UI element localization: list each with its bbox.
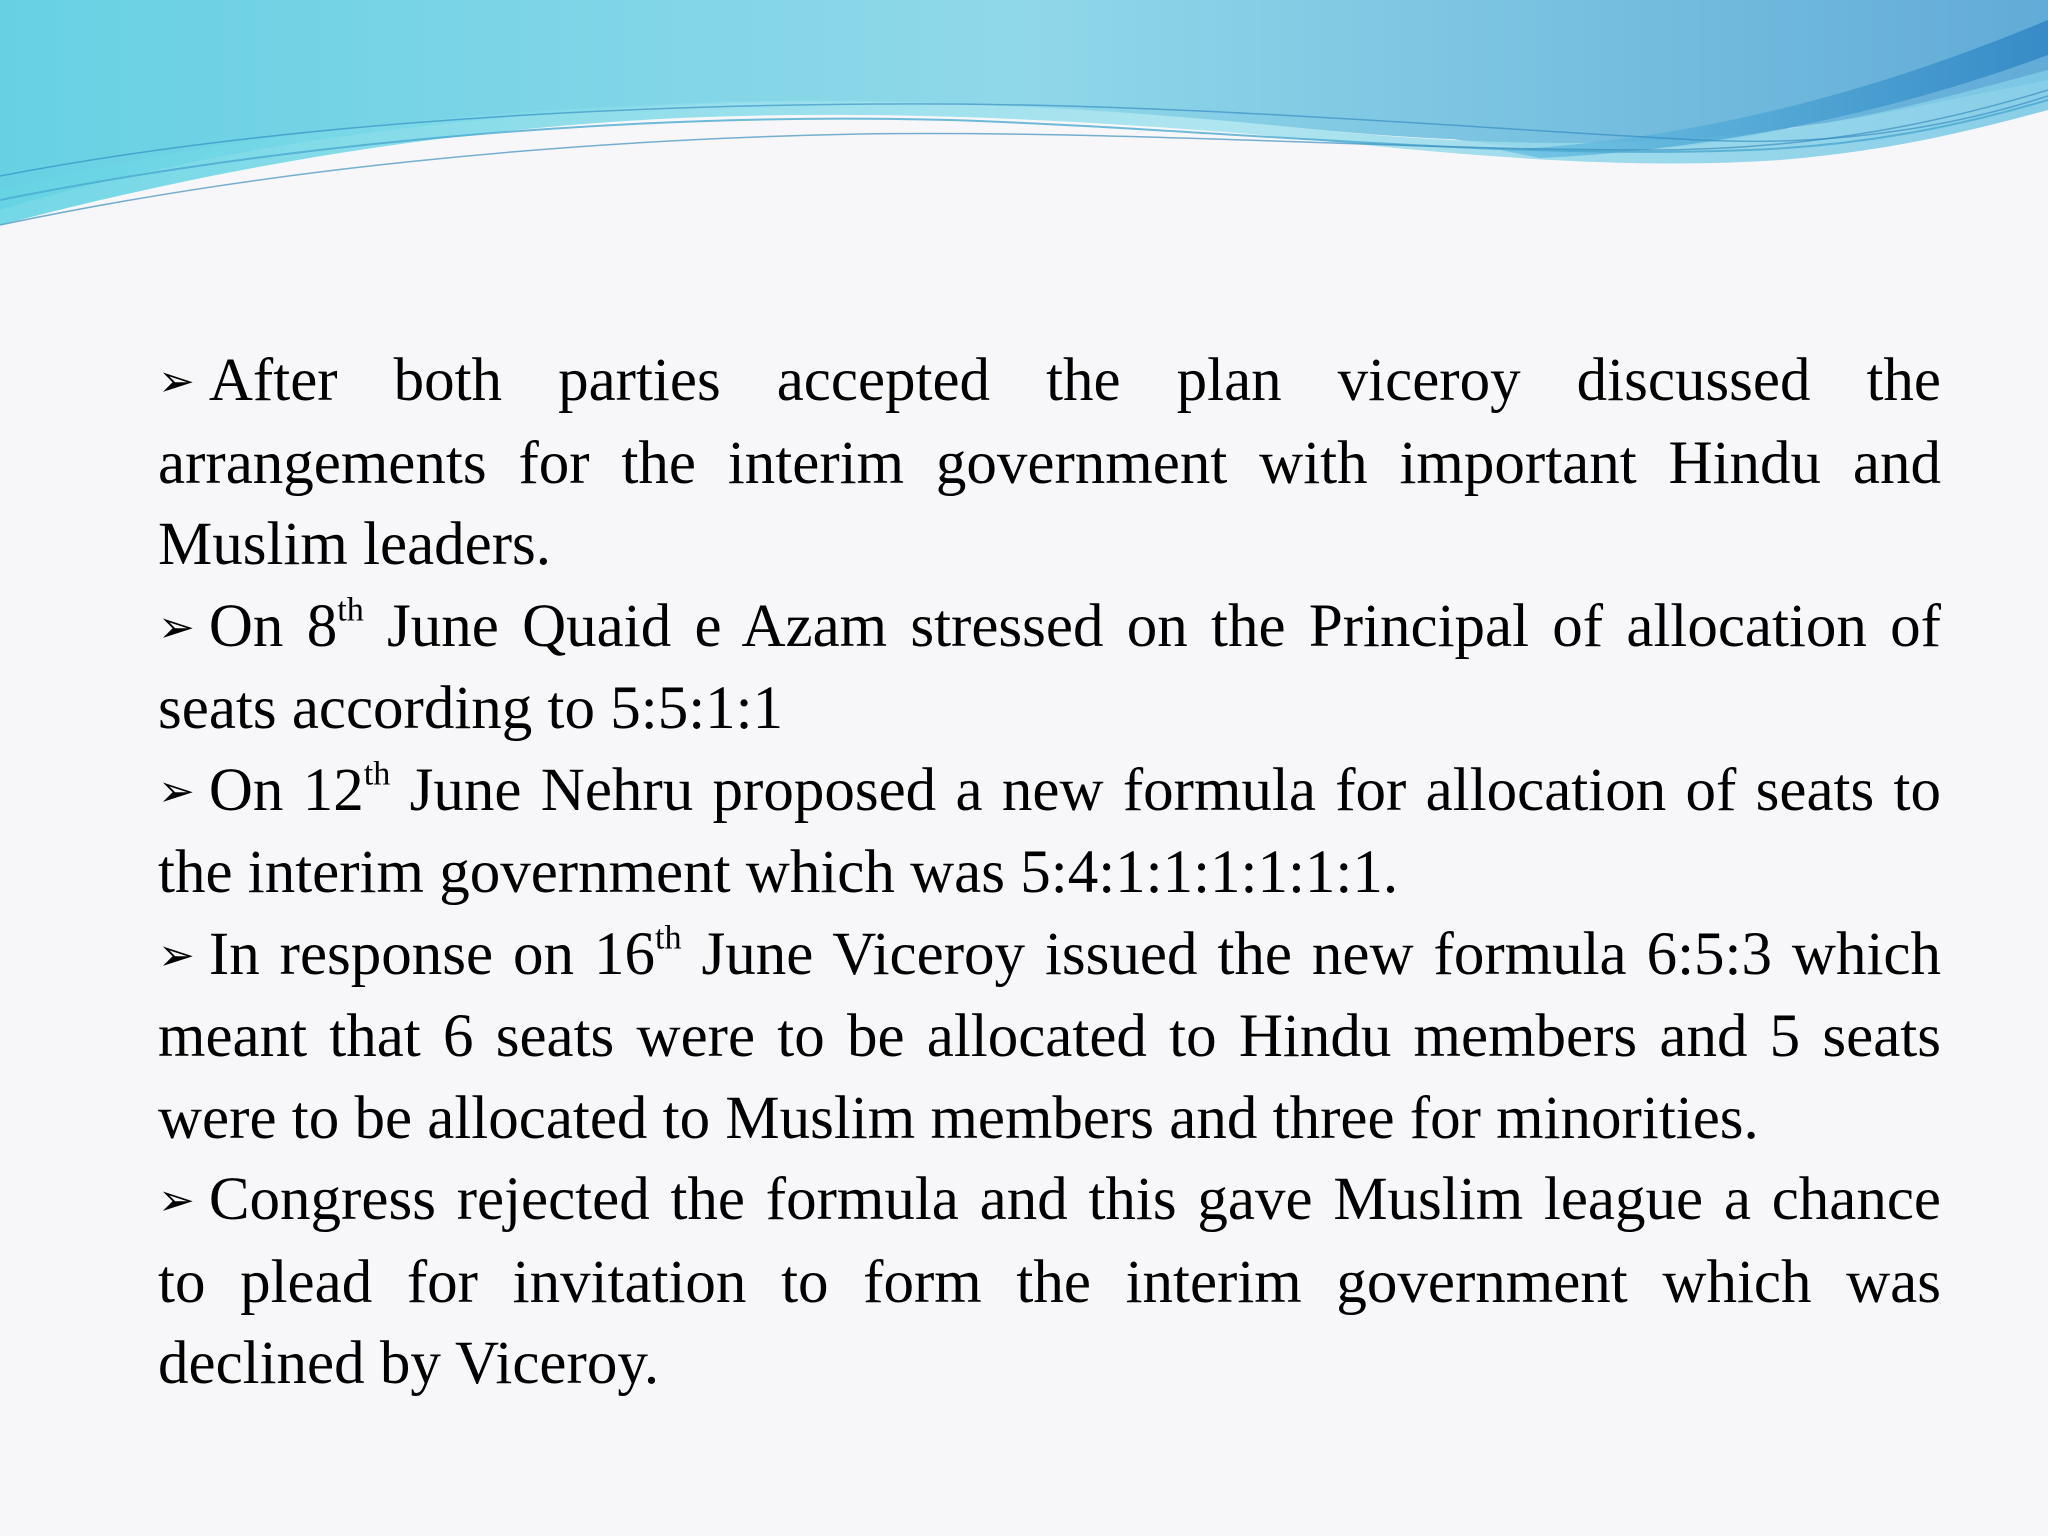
bullet-5-text: Congress rejected the formula and this gave Muslim league a chance to plead for invitation to form the interim government which was declined by Viceroy. bbox=[158, 1166, 1941, 1397]
arrow-bullet-icon: ➢ bbox=[158, 601, 195, 653]
bullet-3-text-post: June Nehru proposed a new formula for allocation of seats to the interim government which was 5:4:1:1:1:1:1:1. bbox=[158, 756, 1941, 906]
bullet-2-text-post: June Quaid e Azam stressed on the Principal of allocation of seats according to 5:5:1:1 bbox=[158, 592, 1941, 742]
bullet-list bbox=[158, 340, 1941, 1405]
arrow-bullet-icon: ➢ bbox=[158, 1175, 195, 1226]
bullet-2-ordinal: th bbox=[337, 590, 364, 628]
bullet-3-ordinal: th bbox=[363, 754, 391, 792]
bullet-3 bbox=[158, 750, 1941, 914]
header-wave-decoration bbox=[0, 0, 2048, 240]
bullet-3-text-pre: On 12 bbox=[208, 756, 364, 824]
bullet-2-text-pre: On 8 bbox=[208, 592, 338, 660]
bullet-4-text-pre: In response on 16 bbox=[208, 920, 656, 988]
bullet-4 bbox=[158, 914, 1941, 1160]
bullet-1-text: After both parties accepted the plan viceroy discussed the arrangements for the interim government with important Hindu and Muslim leaders. bbox=[158, 347, 1941, 578]
arrow-bullet-icon: ➢ bbox=[158, 765, 195, 817]
bullet-1 bbox=[158, 340, 1941, 586]
arrow-bullet-icon: ➢ bbox=[158, 929, 195, 981]
bullet-4-text-post: June Viceroy issued the new formula 6:5:3 which meant that 6 seats were to be allocated to Hindu members and 5 seats were to be allocated to Muslim members and three for minorities. bbox=[158, 920, 1941, 1152]
bullet-4-ordinal: th bbox=[655, 918, 682, 956]
bullet-5 bbox=[158, 1159, 1941, 1405]
bullet-2 bbox=[158, 586, 1941, 750]
arrow-bullet-icon: ➢ bbox=[158, 356, 195, 407]
